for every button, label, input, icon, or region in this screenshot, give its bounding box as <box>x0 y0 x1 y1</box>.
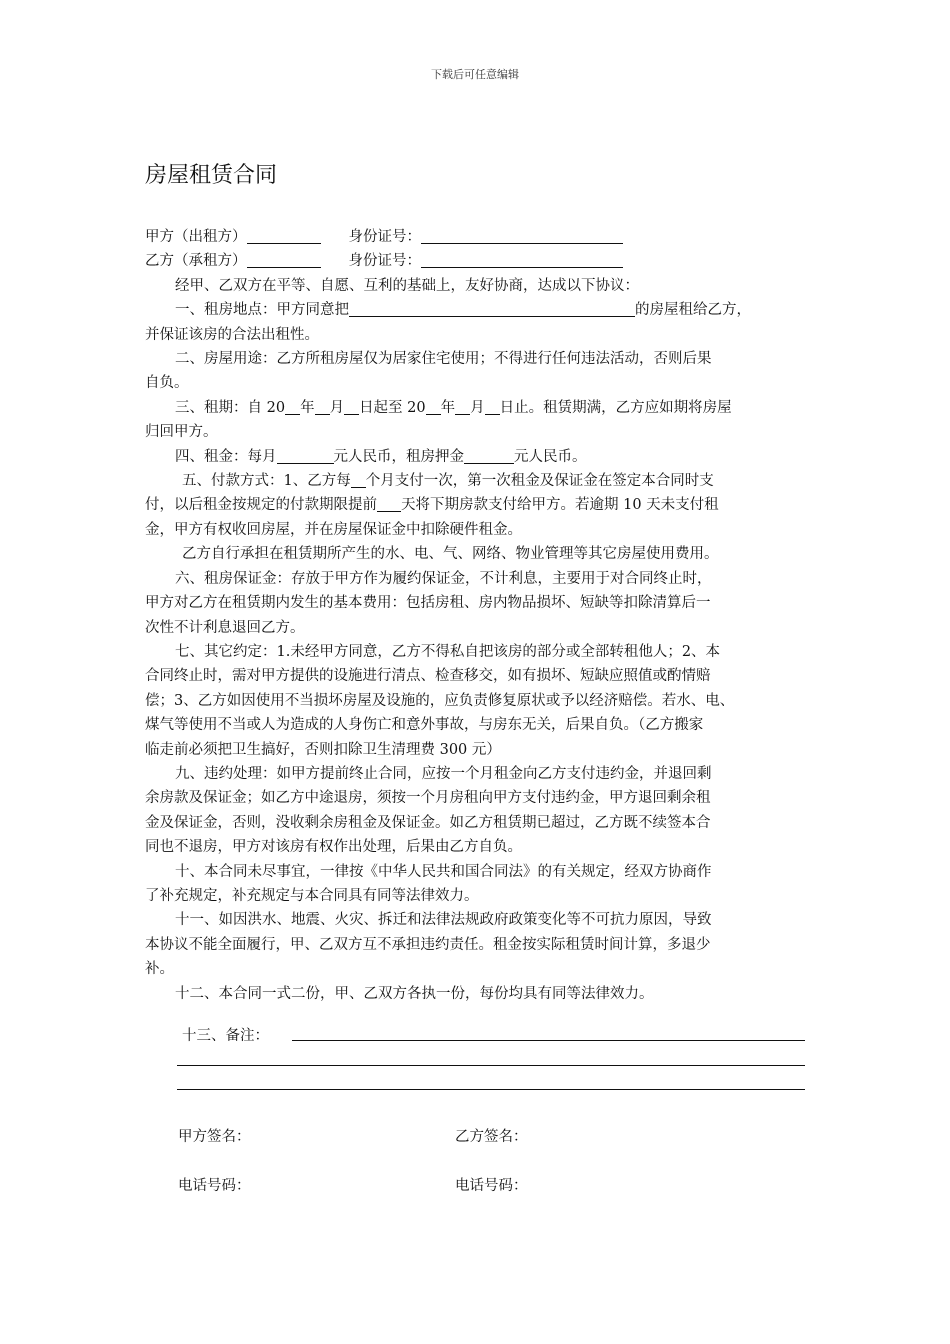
clause-5-line-3: 金，甲方有权收回房屋，并在房屋保证金中扣除硬件租金。 <box>145 521 522 538</box>
end-year-field[interactable] <box>426 399 441 415</box>
intro: 经甲、乙双方在平等、自愿、互利的基础上，友好协商，达成以下协议： <box>175 277 639 294</box>
page-title: 房屋租赁合同 <box>145 163 278 188</box>
clause-6-line-1: 六、租房保证金：存放于甲方作为履约保证金，不计利息，主要用于对合同终止时， <box>175 570 712 587</box>
party-b-signature-label: 乙方签名： <box>455 1129 528 1145</box>
clause-7-line-3: 偿；3、乙方如因使用不当损坏房屋及设施的，应负责修复原状或予以经济赔偿。若水、电、 <box>145 692 735 709</box>
party-b-label: 乙方（承租方） <box>145 253 247 270</box>
clause-10-line-1: 十、本合同未尽事宜，一律按《中华人民共和国合同法》的有关规定，经双方协商作 <box>175 863 712 880</box>
party-b-phone-label: 电话号码： <box>455 1178 528 1194</box>
clause-6-line-3: 次性不计利息退回乙方。 <box>145 619 305 636</box>
notes-label: 十三、备注： <box>182 1028 269 1044</box>
monthly-rent-field[interactable] <box>277 448 334 464</box>
party-b-row <box>145 249 810 273</box>
header-note: 下载后可任意编辑 <box>431 68 519 81</box>
party-a-id-label: 身份证号： <box>348 229 421 245</box>
start-month-field[interactable] <box>315 399 330 415</box>
notes-line-3[interactable] <box>177 1089 805 1090</box>
clause-9-line-4: 同也不退房，甲方对该房有权作出处理，后果由乙方自负。 <box>145 839 522 856</box>
clause-10-line-2: 了补充规定，补充规定与本合同具有同等法律效力。 <box>145 887 479 904</box>
contract-body <box>145 225 810 1006</box>
clause-7-line-1: 七、其它约定：1.未经甲方同意，乙方不得私自把该房的部分或全部转租他人；2、本 <box>175 643 721 660</box>
clause-2-line-1: 二、房屋用途：乙方所租房屋仅为居家住宅使用；不得进行任何违法活动，否则后果 <box>175 351 712 368</box>
clause-9-line-2: 余房款及保证金；如乙方中途退房，须按一个月房租向甲方支付违约金，甲方退回剩余租 <box>145 790 711 807</box>
clause-7-line-4: 煤气等使用不当或人为造成的人身伤亡和意外事故，与房东无关，后果自负。（乙方搬家 <box>145 717 704 734</box>
clause-3-line-1: 三、租期：自 20 年 月 日起至 20 年 月 日止。租赁期满，乙方应如期将房屋 <box>175 399 732 416</box>
clause-2-line-2: 自负。 <box>145 375 189 392</box>
payment-months-field[interactable] <box>351 472 366 488</box>
end-month-field[interactable] <box>455 399 470 415</box>
party-a-row <box>145 225 810 249</box>
start-year-field[interactable] <box>285 399 300 415</box>
utilities-clause: 乙方自行承担在租赁期所产生的水、电、气、网络、物业管理等其它房屋使用费用。 <box>182 546 719 563</box>
notes-line-2[interactable] <box>177 1065 805 1066</box>
clause-9-line-1: 九、违约处理：如甲方提前终止合同，应按一个月租金向乙方支付违约金，并退回剩 <box>175 765 712 782</box>
start-day-field[interactable] <box>344 399 359 415</box>
party-b-id-label: 身份证号： <box>348 253 421 270</box>
address-field[interactable] <box>349 301 635 317</box>
party-a-label: 甲方（出租方） <box>145 229 247 245</box>
notes-line-1[interactable] <box>292 1040 805 1041</box>
clause-1-line-1: 一、租房地点：甲方同意把 的房屋租给乙方， <box>175 302 751 319</box>
party-a-signature-label: 甲方签名： <box>178 1129 251 1145</box>
deposit-field[interactable] <box>464 448 514 464</box>
clause-1-line-2: 并保证该房的合法出租性。 <box>145 326 319 343</box>
clause-5-line-2: 付，以后租金按规定的付款期限提前 天将下期房款支付给甲方。若逾期 10 天未支付租 <box>145 497 719 514</box>
clause-11-line-3: 补。 <box>145 961 174 978</box>
clause-6-line-2: 甲方对乙方在租赁期内发生的基本费用：包括房租、房内物品损坏、短缺等扣除清算后一 <box>145 595 711 612</box>
clause-3-line-2: 归回甲方。 <box>145 424 218 441</box>
party-b-id-field[interactable] <box>421 251 623 268</box>
advance-days-field[interactable] <box>377 496 401 512</box>
party-b-name-field[interactable] <box>247 251 321 268</box>
clause-12: 十二、本合同一式二份，甲、乙双方各执一份，每份均具有同等法律效力。 <box>175 985 654 1002</box>
clause-7-line-5: 临走前必须把卫生搞好，否则扣除卫生清理费 300 元） <box>145 741 501 758</box>
clause-9-line-3: 金及保证金，否则，没收剩余房租金及保证金。如乙方租赁期已超过，乙方既不续签本合 <box>145 814 711 831</box>
party-a-id-field[interactable] <box>421 227 623 244</box>
clause-11-line-2: 本协议不能全面履行，甲、乙双方互不承担违约责任。租金按实际租赁时间计算，多退少 <box>145 936 711 953</box>
party-a-name-field[interactable] <box>247 227 321 244</box>
clause-7-line-2: 合同终止时，需对甲方提供的设施进行清点、检查移交，如有损坏、短缺应照值或酌情赔 <box>145 668 711 685</box>
clause-11-line-1: 十一、如因洪水、地震、火灾、拆迁和法律法规政府政策变化等不可抗力原因，导致 <box>175 912 712 929</box>
clause-4: 四、租金：每月 元人民币，租房押金 元人民币。 <box>175 448 587 465</box>
party-a-phone-label: 电话号码： <box>178 1178 251 1194</box>
clause-5-line-1: 五、付款方式：1、乙方每 个月支付一次，第一次租金及保证金在签定本合同时支 <box>182 473 714 490</box>
end-day-field[interactable] <box>485 399 500 415</box>
